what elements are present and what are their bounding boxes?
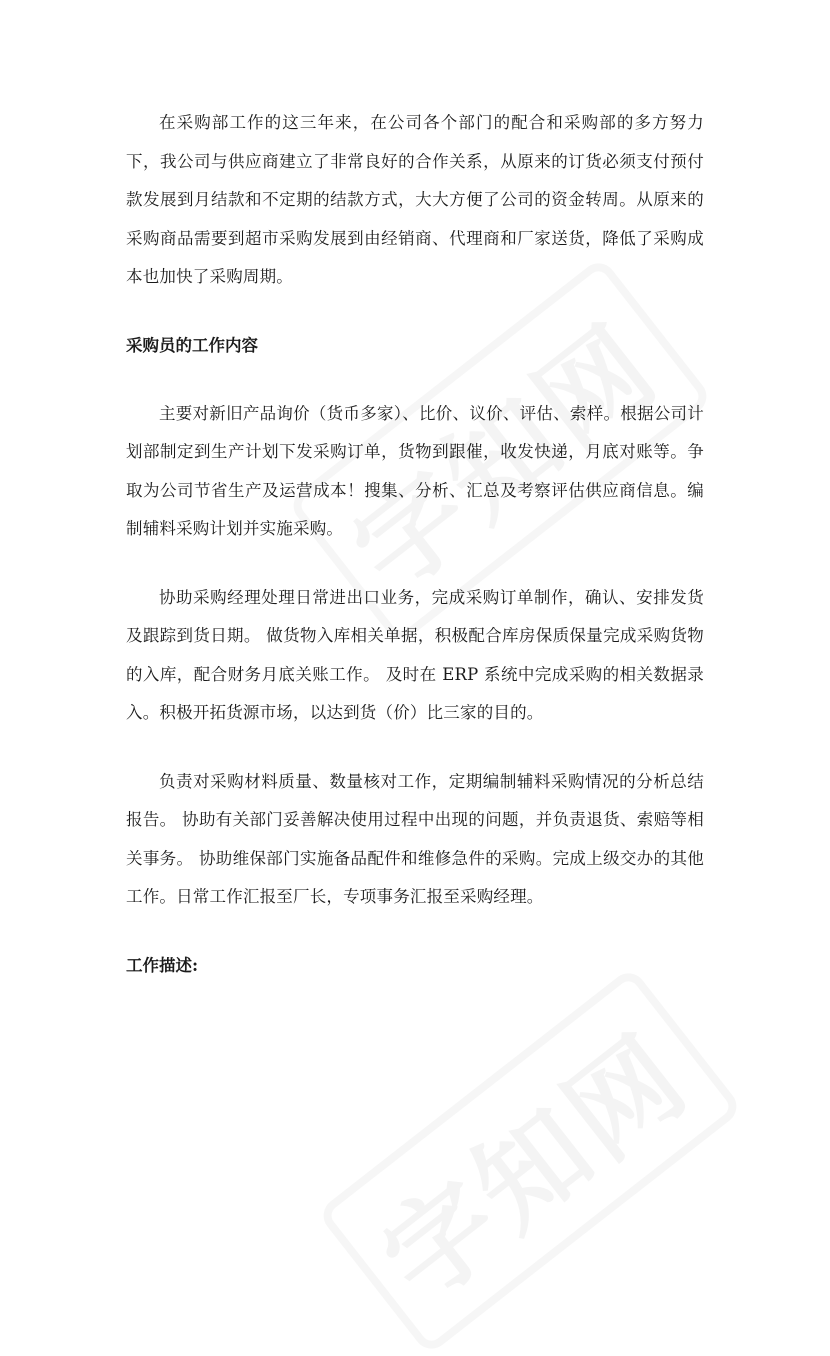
watermark-stamp (316, 966, 743, 1356)
paragraph-duties-1: 主要对新旧产品询价（货币多家）、比价、议价、评估、索样。根据公司计划部制定到生产计划下发采购订单，货物到跟催，收发快递，月底对账等。争取为公司节省生产及运营成本！搜集、分析、汇总及考察评估供应商信息。编制辅料采购计划并实施采购。 (126, 403, 704, 538)
document-body (126, 104, 704, 1015)
paragraph-duties-3: 负责对采购材料质量、数量核对工作，定期编制辅料采购情况的分析总结报告。 协助有关部门妥善解决使用过程中出现的问题，并负责退货、索赔等相关事务。 协助维保部门实施备品配件和维修急件的采购。完成上级交办的其他工作。日常工作汇报至厂长，专项事务汇报至采购经理。 (126, 771, 704, 906)
section-heading-job-description: 工作描述: (126, 955, 199, 975)
section-heading-job-content: 采购员的工作内容 (126, 335, 258, 355)
paragraph-duties-2: 协助采购经理处理日常进出口业务，完成采购订单制作，确认、安排发货及跟踪到货日期。 做货物入库相关单据，积极配合库房保质保量完成采购货物的入库，配合财务月底关账工作。 及时在 ERP 系统中完成采购的相关数据录入。积极开拓货源市场，以达到货（价）比三家的目的。 (126, 587, 704, 722)
paragraph-intro: 在采购部工作的这三年来，在公司各个部门的配合和采购部的多方努力下，我公司与供应商建立了非常良好的合作关系，从原来的订货必须支付预付款发展到月结款和不定期的结款方式，大大方便了公司的资金转周。从原来的采购商品需要到超市采购发展到由经销商、代理商和厂家送货，降低了采购成本也加快了采购周期。 (126, 113, 704, 286)
